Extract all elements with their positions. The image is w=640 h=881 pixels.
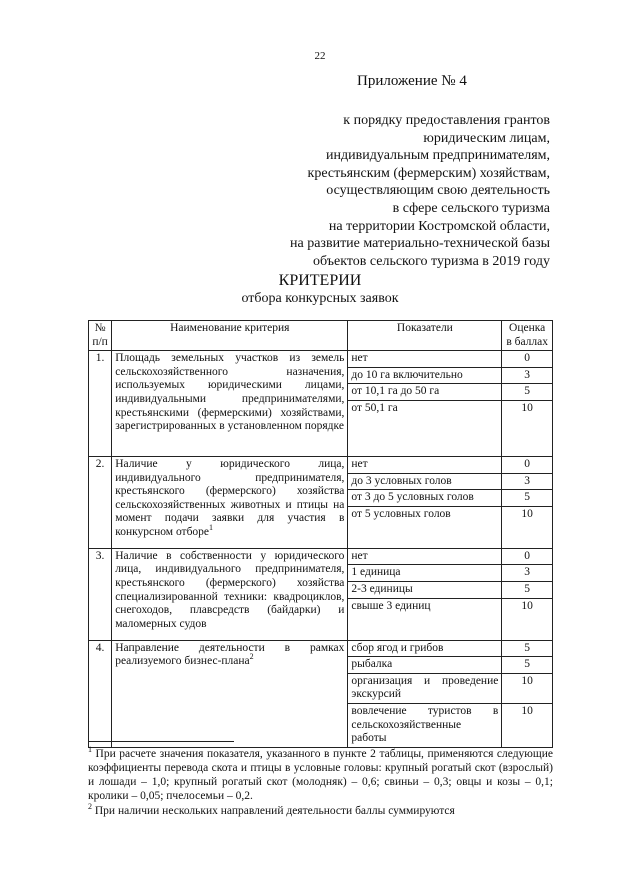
indicator-cell: вовлечение туристов в сельскохозяйственные работы	[348, 703, 502, 747]
criterion-name: Площадь земельных участков из земель сельскохозяйственного назначения, используемых юридическими лицами, индивидуальными предпринимателями, крестьянскими (фермерскими) хозяйствами, зарегистрированных в установленном порядке	[112, 351, 348, 457]
score-cell: 10	[502, 400, 553, 456]
footnote-mark: 2	[88, 802, 92, 812]
indicator-cell: 2-3 единицы	[348, 581, 502, 598]
header-num: № п/п	[89, 321, 112, 351]
score-cell: 10	[502, 506, 553, 548]
row-number: 2.	[89, 456, 112, 548]
header-indicators: Показатели	[348, 321, 502, 351]
footnote-2	[88, 804, 553, 818]
appendix-title: Приложение № 4	[357, 73, 467, 89]
appendix-subtitle-line: осуществляющим свою деятельность	[326, 183, 550, 199]
indicator-cell: сбор ягод и грибов	[348, 640, 502, 657]
indicator-cell: 1 единица	[348, 565, 502, 582]
criterion-name: Направление деятельности в рамках реализуемого бизнес-плана$^2$	[112, 640, 348, 747]
criterion-name: Наличие в собственности у юридического лица, индивидуального предпринимателя, крестьянского (фермерского) хозяйства специализированной техники: квадроциклов, снегоходов, плавсредств (байдарки) и маломерных судов	[112, 548, 348, 640]
header-score: Оценка в баллах	[502, 321, 553, 351]
indicator-cell: организация и проведение экскурсий	[348, 673, 502, 703]
appendix-subtitle-line: в сфере сельского туризма	[392, 200, 550, 216]
table-header-row	[89, 321, 553, 351]
indicator-cell: до 10 га включительно	[348, 367, 502, 384]
appendix-subtitle-line: индивидуальным предпринимателям,	[326, 148, 550, 164]
indicator-cell: свыше 3 единиц	[348, 598, 502, 640]
score-cell: 10	[502, 703, 553, 747]
indicator-cell: от 3 до 5 условных голов	[348, 490, 502, 507]
appendix-subtitle-line: к порядку предоставления грантов	[343, 113, 550, 128]
score-cell: 5	[502, 657, 553, 674]
score-cell: 5	[502, 490, 553, 507]
table-row	[89, 456, 553, 473]
score-cell: 5	[502, 581, 553, 598]
indicator-cell: до 3 условных голов	[348, 473, 502, 490]
appendix-subtitle	[240, 112, 550, 270]
indicator-cell: от 5 условных голов	[348, 506, 502, 548]
appendix-subtitle-line: крестьянским (фермерским) хозяйствам,	[307, 165, 550, 181]
score-cell: 3	[502, 367, 553, 384]
table-row	[89, 640, 553, 657]
score-cell: 3	[502, 473, 553, 490]
indicator-cell: нет	[348, 548, 502, 565]
indicator-cell: нет	[348, 351, 502, 368]
criteria-title: КРИТЕРИИ	[278, 272, 362, 289]
score-cell: 5	[502, 384, 553, 401]
footnote-ref: 1	[209, 523, 214, 533]
appendix-subtitle-line: объектов сельского туризма в 2019 году	[312, 253, 550, 269]
table-row	[89, 351, 553, 368]
score-cell: 10	[502, 598, 553, 640]
criteria-table	[88, 320, 553, 748]
indicator-cell: от 10,1 га до 50 га	[348, 384, 502, 401]
criterion-name: Наличие у юридического лица, индивидуального предпринимателя, крестьянского (фермерского) хозяйства сельскохозяйственных животных и птицы на момент подачи заявки для участия в конкурсном отборе$^1$	[112, 456, 348, 548]
header-name: Наименование критерия	[112, 321, 348, 351]
indicator-cell: рыбалка	[348, 657, 502, 674]
footnote-ref: 2	[249, 652, 254, 662]
row-number: 4.	[89, 640, 112, 747]
page-number: 22	[314, 50, 326, 62]
table-row	[89, 548, 553, 565]
indicator-cell: нет	[348, 456, 502, 473]
score-cell: 10	[502, 673, 553, 703]
footnote-text: При наличии нескольких направлений деятельности баллы суммируются	[94, 805, 455, 817]
score-cell: 3	[502, 565, 553, 582]
footnote-separator	[88, 741, 234, 742]
appendix-subtitle-line: на развитие материально-технической базы	[290, 236, 550, 252]
footnote-mark: 1	[88, 745, 92, 755]
row-number: 1.	[89, 351, 112, 457]
criteria-subtitle: отбора конкурсных заявок	[241, 291, 399, 306]
appendix-subtitle-line: юридическим лицам,	[423, 130, 550, 146]
footnote-1	[88, 747, 553, 803]
indicator-cell: от 50,1 га	[348, 400, 502, 456]
score-cell: 0	[502, 456, 553, 473]
score-cell: 0	[502, 548, 553, 565]
footnote-text: При расчете значения показателя, указанного в пункте 2 таблицы, применяются следующие коэффициенты перевода скота и птицы в условные головы: крупный рогатый скот (взрослый) и лошади – 1,0; крупный рогатый скот (молодняк) – 0,6; свиньи – 0,3; овцы и козы – 0,1; кролики – 0,05; пчелосемьи – 0,2.	[88, 748, 554, 802]
row-number: 3.	[89, 548, 112, 640]
score-cell: 0	[502, 351, 553, 368]
appendix-subtitle-line: на территории Костромской области,	[328, 218, 550, 234]
score-cell: 5	[502, 640, 553, 657]
